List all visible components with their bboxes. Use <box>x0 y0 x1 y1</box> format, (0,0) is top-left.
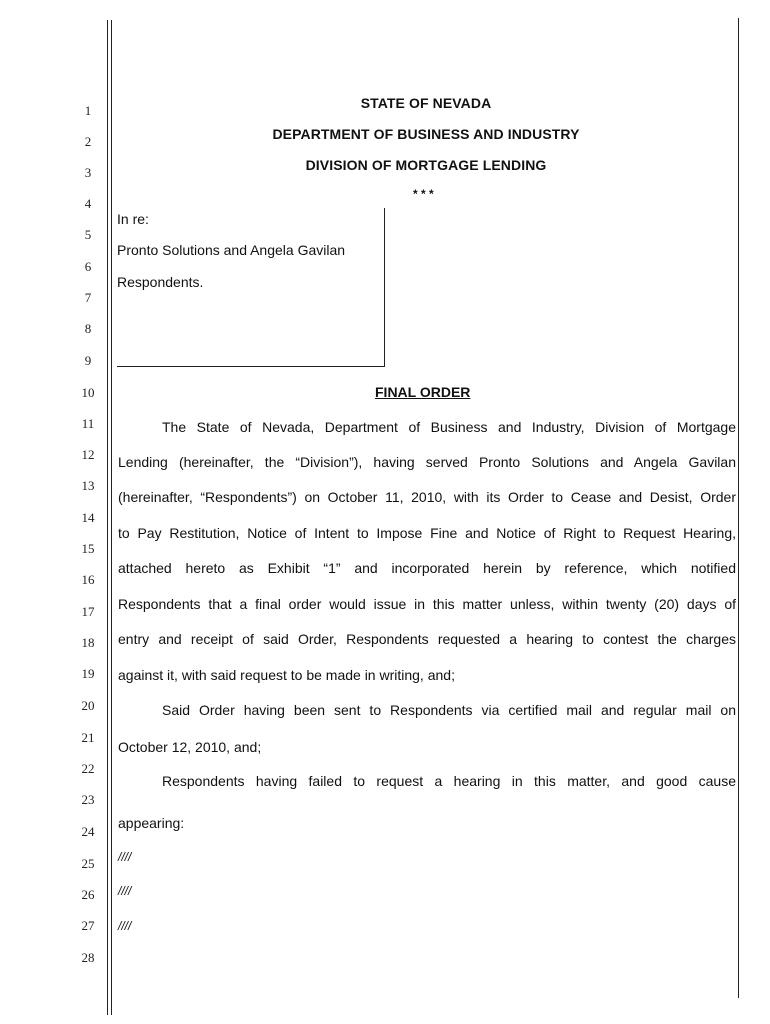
body-line-last: appearing: <box>118 815 185 831</box>
line-number: 26 <box>81 887 95 902</box>
body-line <box>118 454 736 470</box>
body-line-text: Said Order having been sent to Respondents via certified mail and regular mail on <box>162 702 736 718</box>
body-line-last: against it, with said request to be made in writing, and; <box>118 667 455 683</box>
body-line-text: Respondents that a final order would issue in this matter unless, within twenty (20) days of <box>118 596 736 612</box>
body-line-last: October 12, 2010, and; <box>118 739 262 755</box>
body-line-text: The State of Nevada, Department of Business and Industry, Division of Mortgage <box>162 419 736 435</box>
line-number: 13 <box>81 478 95 493</box>
line-number: 21 <box>81 730 95 745</box>
continuation-slashes: //// <box>118 919 132 933</box>
line-number: 17 <box>81 604 95 619</box>
line-number: 2 <box>84 134 92 149</box>
caption-parties: Pronto Solutions and Angela Gavilan <box>117 242 346 258</box>
line-number: 4 <box>84 196 92 211</box>
header-state: STATE OF NEVADA <box>360 95 492 111</box>
continuation-slashes: //// <box>118 884 132 898</box>
line-number: 9 <box>84 353 92 368</box>
order-title: FINAL ORDER <box>375 384 471 400</box>
line-number: 11 <box>81 416 95 431</box>
caption-box-right-rule <box>384 208 385 366</box>
line-number: 24 <box>81 824 95 839</box>
line-number: 7 <box>84 290 92 305</box>
body-line-text: entry and receipt of said Order, Respondents requested a hearing to contest the charges <box>118 631 736 647</box>
line-number: 5 <box>84 227 92 242</box>
line-number: 20 <box>81 698 95 713</box>
header-department: DEPARTMENT OF BUSINESS AND INDUSTRY <box>272 126 580 142</box>
body-line-text: attached hereto as Exhibit “1” and incorporated herein by reference, which notified <box>118 560 736 576</box>
line-number: 8 <box>84 321 92 336</box>
body-line <box>118 596 736 612</box>
line-number: 23 <box>81 792 95 807</box>
right-margin-rule <box>738 18 739 998</box>
header-stars: * * * <box>413 187 434 201</box>
body-line-text: to Pay Restitution, Notice of Intent to Impose Fine and Notice of Right to Request Hearing, <box>118 525 736 541</box>
caption-role: Respondents. <box>117 274 204 290</box>
line-number: 28 <box>81 950 95 965</box>
line-number: 27 <box>81 918 95 933</box>
body-line-text: (hereinafter, “Respondents”) on October 11, 2010, with its Order to Cease and Desist, Order <box>118 489 736 505</box>
left-margin-rule <box>107 20 108 1015</box>
line-number: 6 <box>84 259 92 274</box>
left-margin-rule-inner <box>111 20 112 1015</box>
body-line <box>162 419 736 435</box>
line-number: 10 <box>81 385 95 400</box>
line-number: 19 <box>81 666 95 681</box>
continuation-slashes: //// <box>118 850 132 864</box>
body-line <box>162 702 736 718</box>
line-number: 16 <box>81 572 95 587</box>
body-line <box>118 489 736 505</box>
line-number: 12 <box>81 447 95 462</box>
line-number: 15 <box>81 541 95 556</box>
line-number: 25 <box>81 856 95 871</box>
line-number: 1 <box>84 103 92 118</box>
body-line <box>118 631 736 647</box>
body-line-text: Respondents having failed to request a hearing in this matter, and good cause <box>162 773 736 789</box>
body-line <box>118 560 736 576</box>
line-number: 18 <box>81 635 95 650</box>
line-number: 14 <box>81 510 95 525</box>
line-number: 3 <box>84 165 92 180</box>
body-line-text: Lending (hereinafter, the “Division”), having served Pronto Solutions and Angela Gavilan <box>118 454 736 470</box>
body-line <box>118 525 736 541</box>
caption-box-bottom-rule <box>117 366 385 367</box>
body-line <box>162 773 736 789</box>
header-division: DIVISION OF MORTGAGE LENDING <box>305 157 547 173</box>
line-number: 22 <box>81 761 95 776</box>
caption-in-re: In re: <box>117 211 149 227</box>
